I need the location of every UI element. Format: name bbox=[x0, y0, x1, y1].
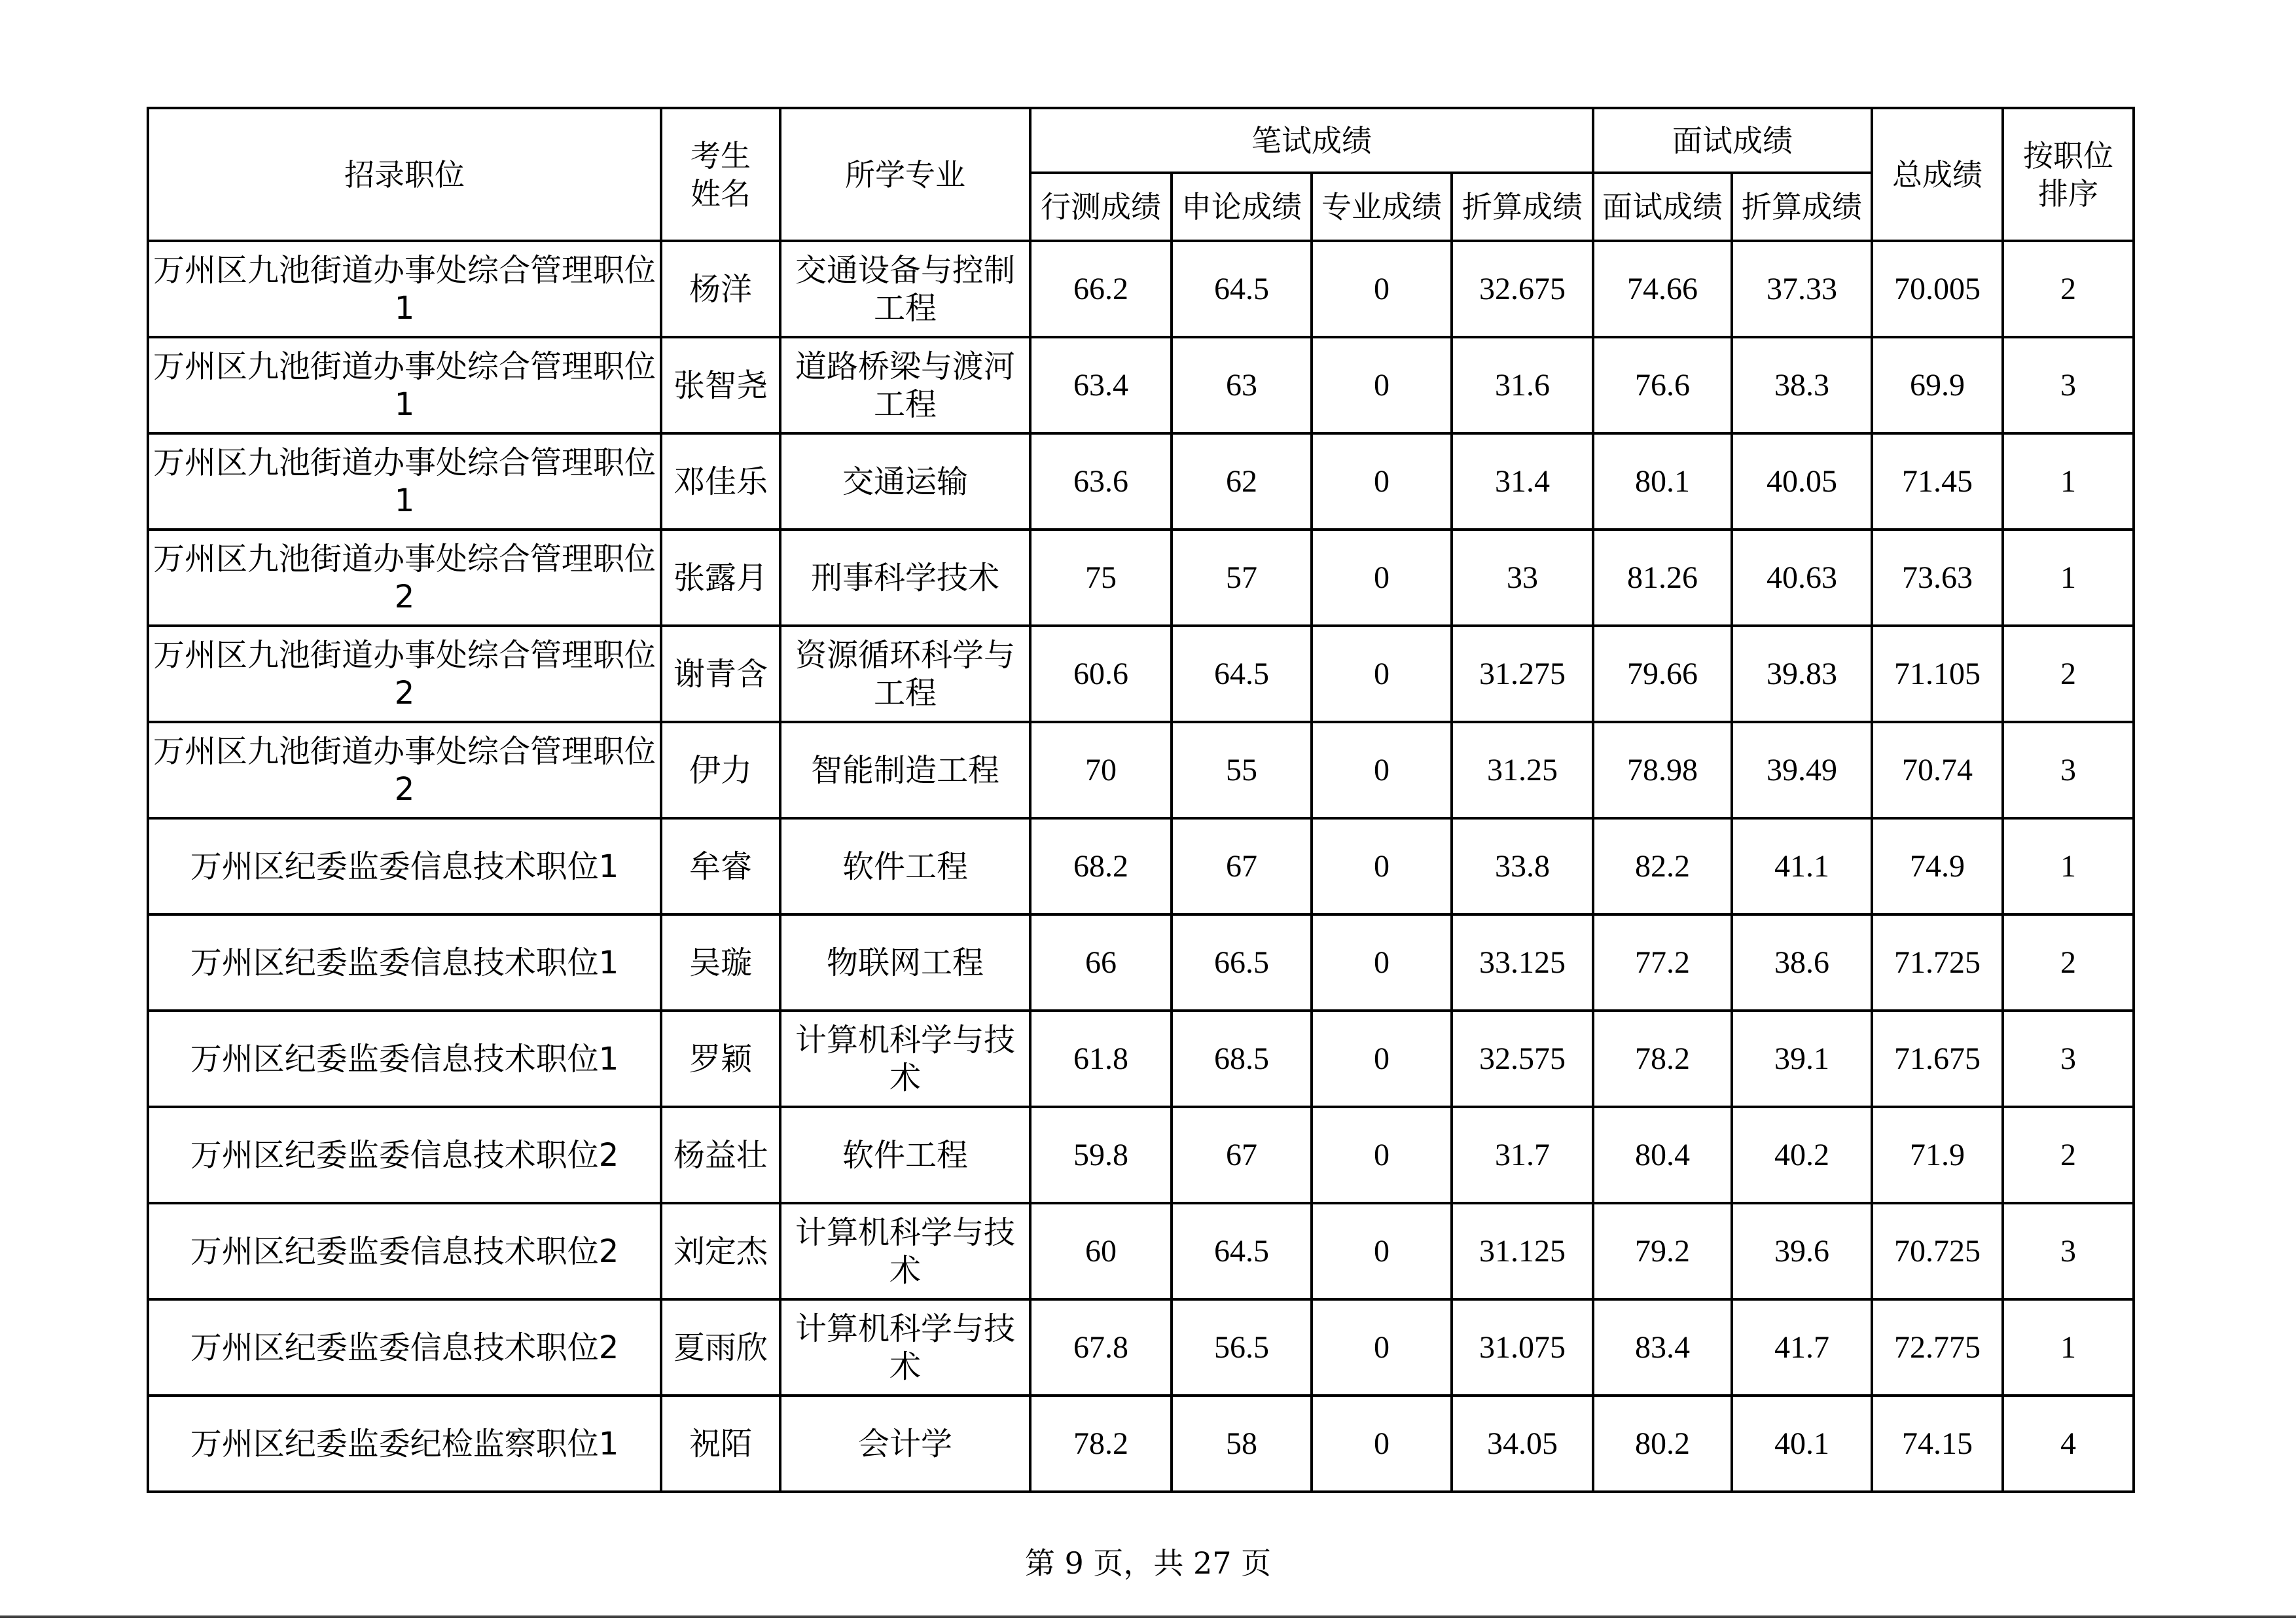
cell-professional: 0 bbox=[1312, 1299, 1452, 1396]
cell-interview-score: 80.2 bbox=[1593, 1396, 1732, 1492]
cell-name: 吴璇 bbox=[661, 914, 780, 1011]
cell-name: 伊力 bbox=[661, 722, 780, 818]
cell-shenlun: 67 bbox=[1172, 818, 1312, 914]
cell-interview-score: 78.98 bbox=[1593, 722, 1732, 818]
cell-name: 杨益壮 bbox=[661, 1107, 780, 1203]
cell-interview-score: 81.26 bbox=[1593, 530, 1732, 626]
cell-position: 万州区纪委监委信息技术职位1 bbox=[148, 1011, 661, 1107]
cell-xingce: 60.6 bbox=[1030, 626, 1172, 722]
table-row bbox=[148, 433, 2134, 530]
cell-name: 邓佳乐 bbox=[661, 433, 780, 530]
cell-interview-score: 82.2 bbox=[1593, 818, 1732, 914]
cell-major: 计算机科学与技术 bbox=[780, 1203, 1030, 1299]
cell-xingce: 63.4 bbox=[1030, 337, 1172, 433]
cell-major: 软件工程 bbox=[780, 818, 1030, 914]
cell-position: 万州区纪委监委信息技术职位1 bbox=[148, 818, 661, 914]
table-row bbox=[148, 818, 2134, 914]
header-shenlun: 申论成绩 bbox=[1172, 173, 1312, 241]
cell-interview-score: 80.1 bbox=[1593, 433, 1732, 530]
cell-name: 杨洋 bbox=[661, 241, 780, 337]
cell-written-converted: 31.4 bbox=[1452, 433, 1593, 530]
cell-shenlun: 57 bbox=[1172, 530, 1312, 626]
cell-written-converted: 32.675 bbox=[1452, 241, 1593, 337]
cell-total: 71.675 bbox=[1872, 1011, 2003, 1107]
cell-shenlun: 67 bbox=[1172, 1107, 1312, 1203]
cell-professional: 0 bbox=[1312, 1203, 1452, 1299]
cell-professional: 0 bbox=[1312, 1011, 1452, 1107]
header-total: 总成绩 bbox=[1872, 108, 2003, 241]
cell-written-converted: 33 bbox=[1452, 530, 1593, 626]
cell-rank: 3 bbox=[2003, 337, 2134, 433]
cell-interview-converted: 41.1 bbox=[1732, 818, 1872, 914]
cell-rank: 1 bbox=[2003, 530, 2134, 626]
cell-interview-converted: 40.1 bbox=[1732, 1396, 1872, 1492]
header-major: 所学专业 bbox=[780, 108, 1030, 241]
cell-total: 73.63 bbox=[1872, 530, 2003, 626]
cell-name: 张露月 bbox=[661, 530, 780, 626]
header-written-group: 笔试成绩 bbox=[1030, 108, 1593, 173]
cell-major: 道路桥梁与渡河工程 bbox=[780, 337, 1030, 433]
table-header bbox=[148, 108, 2134, 241]
cell-major: 交通运输 bbox=[780, 433, 1030, 530]
cell-professional: 0 bbox=[1312, 241, 1452, 337]
table-row bbox=[148, 1107, 2134, 1203]
cell-written-converted: 31.075 bbox=[1452, 1299, 1593, 1396]
cell-name: 张智尧 bbox=[661, 337, 780, 433]
cell-xingce: 63.6 bbox=[1030, 433, 1172, 530]
cell-position: 万州区纪委监委信息技术职位1 bbox=[148, 914, 661, 1011]
cell-position: 万州区纪委监委信息技术职位2 bbox=[148, 1299, 661, 1396]
cell-shenlun: 68.5 bbox=[1172, 1011, 1312, 1107]
header-xingce: 行测成绩 bbox=[1030, 173, 1172, 241]
cell-total: 74.9 bbox=[1872, 818, 2003, 914]
cell-shenlun: 66.5 bbox=[1172, 914, 1312, 1011]
cell-written-converted: 33.8 bbox=[1452, 818, 1593, 914]
cell-position: 万州区纪委监委信息技术职位2 bbox=[148, 1203, 661, 1299]
cell-written-converted: 32.575 bbox=[1452, 1011, 1593, 1107]
cell-interview-converted: 39.49 bbox=[1732, 722, 1872, 818]
cell-professional: 0 bbox=[1312, 1396, 1452, 1492]
cell-major: 物联网工程 bbox=[780, 914, 1030, 1011]
cell-written-converted: 31.275 bbox=[1452, 626, 1593, 722]
cell-professional: 0 bbox=[1312, 914, 1452, 1011]
cell-major: 智能制造工程 bbox=[780, 722, 1030, 818]
cell-position: 万州区九池街道办事处综合管理职位1 bbox=[148, 241, 661, 337]
cell-shenlun: 63 bbox=[1172, 337, 1312, 433]
cell-position: 万州区九池街道办事处综合管理职位2 bbox=[148, 530, 661, 626]
cell-name: 祝陌 bbox=[661, 1396, 780, 1492]
table-row bbox=[148, 914, 2134, 1011]
cell-shenlun: 58 bbox=[1172, 1396, 1312, 1492]
cell-interview-converted: 39.1 bbox=[1732, 1011, 1872, 1107]
cell-interview-score: 79.2 bbox=[1593, 1203, 1732, 1299]
cell-xingce: 78.2 bbox=[1030, 1396, 1172, 1492]
header-name: 考生 姓名 bbox=[661, 108, 780, 241]
cell-major: 交通设备与控制工程 bbox=[780, 241, 1030, 337]
cell-rank: 1 bbox=[2003, 818, 2134, 914]
page-number-footer: 第 9 页，共 27 页 bbox=[1024, 1545, 1272, 1581]
cell-xingce: 61.8 bbox=[1030, 1011, 1172, 1107]
cell-major: 计算机科学与技术 bbox=[780, 1011, 1030, 1107]
cell-total: 71.9 bbox=[1872, 1107, 2003, 1203]
cell-interview-score: 79.66 bbox=[1593, 626, 1732, 722]
cell-major: 会计学 bbox=[780, 1396, 1030, 1492]
cell-major: 软件工程 bbox=[780, 1107, 1030, 1203]
cell-rank: 1 bbox=[2003, 1299, 2134, 1396]
cell-shenlun: 64.5 bbox=[1172, 626, 1312, 722]
cell-professional: 0 bbox=[1312, 626, 1452, 722]
cell-interview-converted: 40.63 bbox=[1732, 530, 1872, 626]
cell-major: 计算机科学与技术 bbox=[780, 1299, 1030, 1396]
cell-total: 70.725 bbox=[1872, 1203, 2003, 1299]
cell-rank: 3 bbox=[2003, 722, 2134, 818]
header-written-converted: 折算成绩 bbox=[1452, 173, 1593, 241]
cell-written-converted: 31.125 bbox=[1452, 1203, 1593, 1299]
cell-xingce: 75 bbox=[1030, 530, 1172, 626]
cell-interview-score: 83.4 bbox=[1593, 1299, 1732, 1396]
cell-professional: 0 bbox=[1312, 530, 1452, 626]
table-row bbox=[148, 626, 2134, 722]
cell-total: 71.45 bbox=[1872, 433, 2003, 530]
cell-position: 万州区九池街道办事处综合管理职位2 bbox=[148, 626, 661, 722]
cell-interview-converted: 37.33 bbox=[1732, 241, 1872, 337]
table-row bbox=[148, 1299, 2134, 1396]
cell-xingce: 66.2 bbox=[1030, 241, 1172, 337]
cell-shenlun: 62 bbox=[1172, 433, 1312, 530]
cell-written-converted: 31.6 bbox=[1452, 337, 1593, 433]
cell-interview-converted: 40.2 bbox=[1732, 1107, 1872, 1203]
cell-interview-score: 77.2 bbox=[1593, 914, 1732, 1011]
cell-professional: 0 bbox=[1312, 818, 1452, 914]
cell-position: 万州区九池街道办事处综合管理职位2 bbox=[148, 722, 661, 818]
table-body bbox=[148, 241, 2134, 1492]
cell-interview-converted: 39.83 bbox=[1732, 626, 1872, 722]
cell-interview-converted: 39.6 bbox=[1732, 1203, 1872, 1299]
cell-rank: 1 bbox=[2003, 433, 2134, 530]
cell-xingce: 67.8 bbox=[1030, 1299, 1172, 1396]
cell-xingce: 70 bbox=[1030, 722, 1172, 818]
cell-major: 刑事科学技术 bbox=[780, 530, 1030, 626]
table-row bbox=[148, 1203, 2134, 1299]
cell-name: 谢青含 bbox=[661, 626, 780, 722]
cell-name: 罗颖 bbox=[661, 1011, 780, 1107]
cell-written-converted: 31.7 bbox=[1452, 1107, 1593, 1203]
cell-interview-converted: 41.7 bbox=[1732, 1299, 1872, 1396]
header-interview-converted: 折算成绩 bbox=[1732, 173, 1872, 241]
cell-interview-score: 74.66 bbox=[1593, 241, 1732, 337]
cell-interview-score: 76.6 bbox=[1593, 337, 1732, 433]
cell-major: 资源循环科学与工程 bbox=[780, 626, 1030, 722]
table-row bbox=[148, 1396, 2134, 1492]
cell-shenlun: 64.5 bbox=[1172, 1203, 1312, 1299]
header-interview-score: 面试成绩 bbox=[1593, 173, 1732, 241]
cell-professional: 0 bbox=[1312, 433, 1452, 530]
cell-position: 万州区九池街道办事处综合管理职位1 bbox=[148, 433, 661, 530]
cell-shenlun: 64.5 bbox=[1172, 241, 1312, 337]
cell-interview-converted: 38.3 bbox=[1732, 337, 1872, 433]
cell-written-converted: 34.05 bbox=[1452, 1396, 1593, 1492]
cell-professional: 0 bbox=[1312, 722, 1452, 818]
header-rank: 按职位 排序 bbox=[2003, 108, 2134, 241]
cell-name: 夏雨欣 bbox=[661, 1299, 780, 1396]
page-bottom-divider bbox=[0, 1615, 2296, 1618]
cell-total: 71.725 bbox=[1872, 914, 2003, 1011]
header-interview-group: 面试成绩 bbox=[1593, 108, 1872, 173]
cell-total: 74.15 bbox=[1872, 1396, 2003, 1492]
cell-interview-converted: 40.05 bbox=[1732, 433, 1872, 530]
cell-rank: 2 bbox=[2003, 626, 2134, 722]
cell-rank: 2 bbox=[2003, 914, 2134, 1011]
cell-position: 万州区九池街道办事处综合管理职位1 bbox=[148, 337, 661, 433]
cell-interview-score: 80.4 bbox=[1593, 1107, 1732, 1203]
cell-professional: 0 bbox=[1312, 1107, 1452, 1203]
cell-written-converted: 33.125 bbox=[1452, 914, 1593, 1011]
table-row bbox=[148, 722, 2134, 818]
header-position: 招录职位 bbox=[148, 108, 661, 241]
table-row bbox=[148, 337, 2134, 433]
cell-rank: 3 bbox=[2003, 1011, 2134, 1107]
cell-total: 70.74 bbox=[1872, 722, 2003, 818]
table-row bbox=[148, 530, 2134, 626]
cell-position: 万州区纪委监委纪检监察职位1 bbox=[148, 1396, 661, 1492]
cell-xingce: 60 bbox=[1030, 1203, 1172, 1299]
cell-shenlun: 55 bbox=[1172, 722, 1312, 818]
header-professional: 专业成绩 bbox=[1312, 173, 1452, 241]
cell-position: 万州区纪委监委信息技术职位2 bbox=[148, 1107, 661, 1203]
cell-total: 71.105 bbox=[1872, 626, 2003, 722]
cell-xingce: 66 bbox=[1030, 914, 1172, 1011]
cell-professional: 0 bbox=[1312, 337, 1452, 433]
table-row bbox=[148, 241, 2134, 337]
cell-rank: 4 bbox=[2003, 1396, 2134, 1492]
cell-total: 69.9 bbox=[1872, 337, 2003, 433]
cell-xingce: 59.8 bbox=[1030, 1107, 1172, 1203]
cell-interview-score: 78.2 bbox=[1593, 1011, 1732, 1107]
cell-total: 72.775 bbox=[1872, 1299, 2003, 1396]
table-row bbox=[148, 1011, 2134, 1107]
cell-name: 牟睿 bbox=[661, 818, 780, 914]
score-table bbox=[147, 107, 2135, 1493]
cell-name: 刘定杰 bbox=[661, 1203, 780, 1299]
cell-total: 70.005 bbox=[1872, 241, 2003, 337]
cell-shenlun: 56.5 bbox=[1172, 1299, 1312, 1396]
cell-written-converted: 31.25 bbox=[1452, 722, 1593, 818]
cell-interview-converted: 38.6 bbox=[1732, 914, 1872, 1011]
cell-rank: 3 bbox=[2003, 1203, 2134, 1299]
cell-rank: 2 bbox=[2003, 1107, 2134, 1203]
cell-rank: 2 bbox=[2003, 241, 2134, 337]
cell-xingce: 68.2 bbox=[1030, 818, 1172, 914]
